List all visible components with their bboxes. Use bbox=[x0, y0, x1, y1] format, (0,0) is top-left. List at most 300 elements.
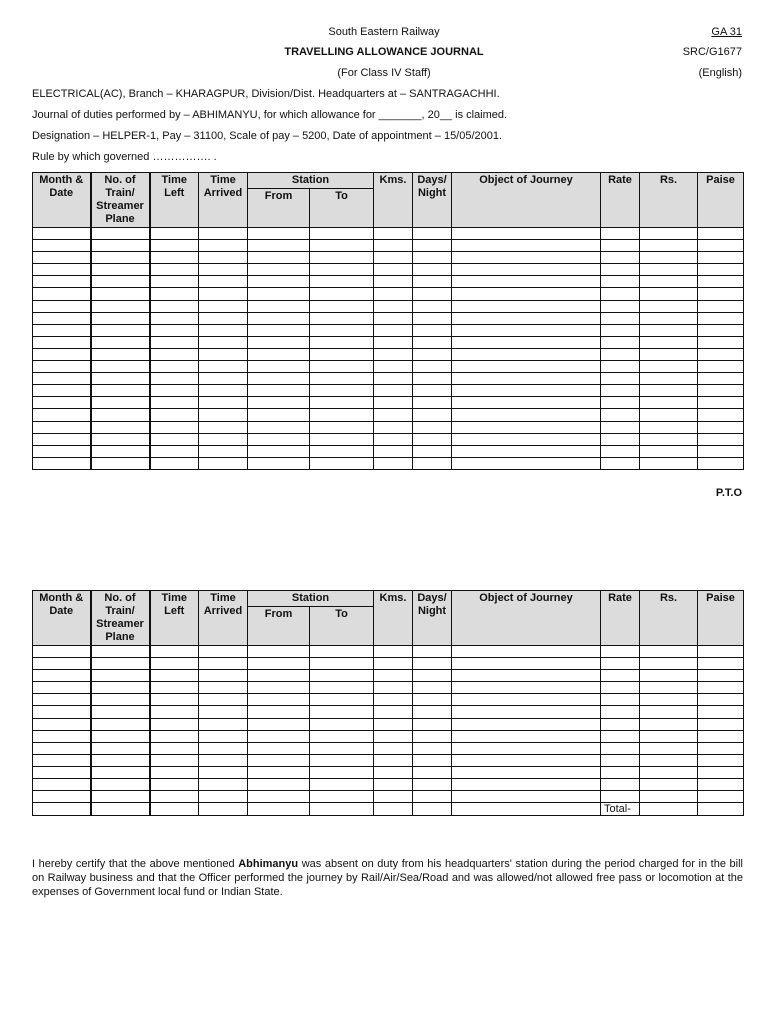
table-cell[interactable] bbox=[640, 694, 698, 706]
table-cell[interactable] bbox=[640, 240, 698, 252]
table-cell[interactable] bbox=[310, 766, 374, 778]
table-cell[interactable] bbox=[452, 385, 601, 397]
table-cell[interactable] bbox=[640, 457, 698, 469]
table-cell[interactable] bbox=[601, 264, 640, 276]
table-cell[interactable] bbox=[91, 791, 150, 803]
table-cell[interactable] bbox=[33, 718, 91, 730]
table-cell[interactable] bbox=[640, 300, 698, 312]
table-cell[interactable] bbox=[248, 457, 310, 469]
table-cell[interactable] bbox=[698, 658, 744, 670]
table-cell[interactable] bbox=[413, 433, 452, 445]
table-cell[interactable] bbox=[413, 397, 452, 409]
table-cell[interactable] bbox=[413, 228, 452, 240]
table-cell[interactable] bbox=[91, 385, 150, 397]
table-cell[interactable] bbox=[150, 373, 199, 385]
table-cell[interactable] bbox=[248, 433, 310, 445]
table-cell[interactable] bbox=[452, 348, 601, 360]
table-cell[interactable] bbox=[248, 276, 310, 288]
table-cell[interactable] bbox=[640, 324, 698, 336]
table-cell[interactable] bbox=[698, 445, 744, 457]
table-cell[interactable] bbox=[91, 670, 150, 682]
table-cell[interactable] bbox=[310, 288, 374, 300]
table-cell[interactable] bbox=[310, 694, 374, 706]
table-cell[interactable] bbox=[248, 706, 310, 718]
table-cell[interactable] bbox=[310, 324, 374, 336]
table-cell[interactable] bbox=[640, 718, 698, 730]
table-cell[interactable] bbox=[413, 336, 452, 348]
table-cell[interactable] bbox=[199, 336, 248, 348]
table-cell[interactable] bbox=[150, 730, 199, 742]
table-cell[interactable] bbox=[33, 433, 91, 445]
table-cell[interactable] bbox=[33, 252, 91, 264]
table-cell[interactable] bbox=[310, 682, 374, 694]
table-cell[interactable] bbox=[199, 300, 248, 312]
table-cell[interactable] bbox=[601, 766, 640, 778]
table-cell[interactable] bbox=[310, 276, 374, 288]
table-cell[interactable] bbox=[33, 791, 91, 803]
table-cell[interactable] bbox=[33, 803, 91, 816]
table-cell[interactable] bbox=[248, 312, 310, 324]
table-cell[interactable] bbox=[310, 228, 374, 240]
table-cell[interactable] bbox=[601, 742, 640, 754]
table-cell[interactable] bbox=[640, 670, 698, 682]
table-cell[interactable] bbox=[310, 779, 374, 791]
table-cell[interactable] bbox=[150, 252, 199, 264]
table-cell[interactable] bbox=[640, 361, 698, 373]
table-cell[interactable] bbox=[374, 803, 413, 816]
table-cell[interactable] bbox=[199, 445, 248, 457]
table-cell[interactable] bbox=[413, 791, 452, 803]
table-cell[interactable] bbox=[413, 445, 452, 457]
table-cell[interactable] bbox=[150, 385, 199, 397]
table-cell[interactable] bbox=[199, 730, 248, 742]
table-cell[interactable] bbox=[698, 766, 744, 778]
table-cell[interactable] bbox=[413, 646, 452, 658]
table-cell[interactable] bbox=[199, 409, 248, 421]
table-cell[interactable] bbox=[698, 397, 744, 409]
table-cell[interactable] bbox=[640, 373, 698, 385]
table-cell[interactable] bbox=[310, 646, 374, 658]
table-cell[interactable] bbox=[310, 336, 374, 348]
table-cell[interactable] bbox=[601, 421, 640, 433]
table-cell[interactable] bbox=[150, 288, 199, 300]
table-cell[interactable] bbox=[248, 670, 310, 682]
table-cell[interactable] bbox=[452, 324, 601, 336]
table-cell[interactable] bbox=[374, 433, 413, 445]
table-cell[interactable] bbox=[199, 276, 248, 288]
table-cell[interactable] bbox=[33, 348, 91, 360]
table-cell[interactable] bbox=[248, 754, 310, 766]
table-cell[interactable] bbox=[698, 240, 744, 252]
table-cell[interactable] bbox=[601, 312, 640, 324]
table-cell[interactable] bbox=[248, 445, 310, 457]
table-cell[interactable] bbox=[452, 682, 601, 694]
table-cell[interactable] bbox=[601, 754, 640, 766]
table-cell[interactable] bbox=[248, 336, 310, 348]
table-cell[interactable] bbox=[374, 324, 413, 336]
table-cell[interactable] bbox=[199, 397, 248, 409]
table-cell[interactable] bbox=[91, 682, 150, 694]
table-cell[interactable] bbox=[33, 300, 91, 312]
table-cell[interactable] bbox=[698, 373, 744, 385]
table-cell[interactable] bbox=[374, 312, 413, 324]
table-cell[interactable] bbox=[33, 779, 91, 791]
table-cell[interactable] bbox=[248, 682, 310, 694]
table-cell[interactable] bbox=[452, 730, 601, 742]
table-cell[interactable] bbox=[91, 694, 150, 706]
table-cell[interactable] bbox=[248, 373, 310, 385]
table-cell[interactable] bbox=[601, 694, 640, 706]
table-cell[interactable] bbox=[150, 694, 199, 706]
table-cell[interactable] bbox=[248, 791, 310, 803]
table-cell[interactable] bbox=[413, 276, 452, 288]
table-cell[interactable] bbox=[91, 646, 150, 658]
table-cell[interactable] bbox=[374, 682, 413, 694]
table-cell[interactable] bbox=[640, 658, 698, 670]
table-cell[interactable] bbox=[199, 264, 248, 276]
table-cell[interactable] bbox=[640, 682, 698, 694]
table-cell[interactable] bbox=[199, 791, 248, 803]
table-cell[interactable] bbox=[150, 706, 199, 718]
table-cell[interactable] bbox=[601, 779, 640, 791]
table-cell[interactable] bbox=[698, 348, 744, 360]
table-cell[interactable] bbox=[640, 421, 698, 433]
table-cell[interactable] bbox=[601, 288, 640, 300]
table-cell[interactable] bbox=[698, 754, 744, 766]
table-cell[interactable] bbox=[698, 324, 744, 336]
table-cell[interactable] bbox=[601, 361, 640, 373]
table-cell[interactable] bbox=[640, 742, 698, 754]
table-cell[interactable] bbox=[310, 348, 374, 360]
table-cell[interactable] bbox=[374, 240, 413, 252]
table-cell[interactable] bbox=[150, 228, 199, 240]
table-cell[interactable] bbox=[199, 324, 248, 336]
table-cell[interactable] bbox=[33, 694, 91, 706]
table-cell[interactable] bbox=[310, 718, 374, 730]
table-cell[interactable] bbox=[640, 730, 698, 742]
table-cell[interactable] bbox=[601, 385, 640, 397]
table-cell[interactable] bbox=[33, 457, 91, 469]
table-cell[interactable] bbox=[248, 779, 310, 791]
table-cell[interactable] bbox=[374, 742, 413, 754]
table-cell[interactable] bbox=[248, 742, 310, 754]
table-cell[interactable] bbox=[452, 445, 601, 457]
table-cell[interactable] bbox=[452, 276, 601, 288]
table-cell[interactable] bbox=[248, 348, 310, 360]
table-cell[interactable] bbox=[452, 718, 601, 730]
table-cell[interactable] bbox=[413, 324, 452, 336]
table-cell[interactable] bbox=[150, 791, 199, 803]
table-cell[interactable] bbox=[374, 670, 413, 682]
table-cell[interactable] bbox=[248, 361, 310, 373]
table-cell[interactable] bbox=[248, 658, 310, 670]
table-cell[interactable] bbox=[310, 791, 374, 803]
table-cell[interactable] bbox=[199, 288, 248, 300]
table-cell[interactable] bbox=[199, 457, 248, 469]
table-cell[interactable] bbox=[374, 730, 413, 742]
table-cell[interactable] bbox=[248, 397, 310, 409]
table-cell[interactable] bbox=[452, 240, 601, 252]
table-cell[interactable] bbox=[452, 694, 601, 706]
table-cell[interactable] bbox=[698, 433, 744, 445]
table-cell[interactable] bbox=[150, 361, 199, 373]
table-cell[interactable] bbox=[91, 312, 150, 324]
table-cell[interactable] bbox=[413, 409, 452, 421]
table-cell[interactable] bbox=[310, 457, 374, 469]
table-cell[interactable] bbox=[601, 682, 640, 694]
table-cell[interactable] bbox=[452, 803, 601, 816]
table-cell[interactable] bbox=[33, 312, 91, 324]
table-cell[interactable] bbox=[199, 658, 248, 670]
table-cell[interactable] bbox=[374, 276, 413, 288]
table-cell[interactable] bbox=[601, 706, 640, 718]
table-cell[interactable] bbox=[150, 336, 199, 348]
table-cell[interactable] bbox=[601, 658, 640, 670]
table-cell[interactable] bbox=[413, 348, 452, 360]
table-cell[interactable] bbox=[601, 670, 640, 682]
table-cell[interactable] bbox=[150, 682, 199, 694]
table-cell[interactable] bbox=[33, 658, 91, 670]
table-cell[interactable] bbox=[698, 706, 744, 718]
table-cell[interactable] bbox=[310, 264, 374, 276]
table-cell[interactable] bbox=[413, 670, 452, 682]
table-cell[interactable] bbox=[452, 766, 601, 778]
table-cell[interactable] bbox=[199, 361, 248, 373]
table-cell[interactable] bbox=[413, 457, 452, 469]
table-cell[interactable] bbox=[150, 324, 199, 336]
table-cell[interactable] bbox=[374, 228, 413, 240]
table-cell[interactable] bbox=[698, 228, 744, 240]
table-cell[interactable] bbox=[601, 718, 640, 730]
table-cell[interactable] bbox=[150, 742, 199, 754]
table-cell[interactable] bbox=[310, 730, 374, 742]
table-cell[interactable] bbox=[413, 312, 452, 324]
table-cell[interactable] bbox=[374, 457, 413, 469]
table-cell[interactable] bbox=[91, 288, 150, 300]
table-cell[interactable] bbox=[698, 264, 744, 276]
table-cell[interactable] bbox=[91, 361, 150, 373]
table-cell[interactable] bbox=[374, 421, 413, 433]
table-cell[interactable] bbox=[310, 742, 374, 754]
table-cell[interactable] bbox=[310, 803, 374, 816]
table-cell[interactable] bbox=[374, 791, 413, 803]
table-cell[interactable] bbox=[413, 264, 452, 276]
table-cell[interactable] bbox=[199, 694, 248, 706]
table-cell[interactable] bbox=[310, 361, 374, 373]
table-cell[interactable] bbox=[413, 766, 452, 778]
table-cell[interactable] bbox=[452, 706, 601, 718]
table-cell[interactable] bbox=[33, 228, 91, 240]
table-cell[interactable] bbox=[199, 348, 248, 360]
table-cell[interactable] bbox=[91, 252, 150, 264]
table-cell[interactable] bbox=[698, 718, 744, 730]
table-cell[interactable] bbox=[452, 433, 601, 445]
table-cell[interactable] bbox=[91, 240, 150, 252]
table-cell[interactable] bbox=[452, 228, 601, 240]
table-cell[interactable] bbox=[310, 240, 374, 252]
table-cell[interactable] bbox=[33, 240, 91, 252]
table-cell[interactable] bbox=[601, 397, 640, 409]
table-cell[interactable] bbox=[248, 694, 310, 706]
table-cell[interactable] bbox=[374, 779, 413, 791]
table-cell[interactable] bbox=[374, 766, 413, 778]
table-cell[interactable] bbox=[452, 754, 601, 766]
table-cell[interactable] bbox=[199, 754, 248, 766]
table-cell[interactable] bbox=[91, 324, 150, 336]
table-cell[interactable] bbox=[248, 766, 310, 778]
table-cell[interactable] bbox=[150, 766, 199, 778]
table-cell[interactable] bbox=[413, 385, 452, 397]
table-cell[interactable] bbox=[413, 300, 452, 312]
table-cell[interactable] bbox=[640, 646, 698, 658]
table-cell[interactable] bbox=[150, 433, 199, 445]
table-cell[interactable] bbox=[199, 421, 248, 433]
table-cell[interactable] bbox=[601, 240, 640, 252]
table-cell[interactable] bbox=[310, 706, 374, 718]
table-cell[interactable] bbox=[698, 742, 744, 754]
table-cell[interactable] bbox=[33, 646, 91, 658]
table-cell[interactable] bbox=[33, 706, 91, 718]
table-cell[interactable] bbox=[601, 791, 640, 803]
table-cell[interactable] bbox=[452, 457, 601, 469]
table-cell[interactable] bbox=[452, 397, 601, 409]
table-cell[interactable] bbox=[374, 361, 413, 373]
table-cell[interactable] bbox=[91, 228, 150, 240]
table-cell[interactable] bbox=[374, 336, 413, 348]
table-cell[interactable] bbox=[248, 252, 310, 264]
table-cell[interactable] bbox=[199, 385, 248, 397]
table-cell[interactable] bbox=[199, 252, 248, 264]
table-cell[interactable] bbox=[91, 718, 150, 730]
table-cell[interactable] bbox=[640, 791, 698, 803]
table-cell[interactable] bbox=[374, 646, 413, 658]
table-cell[interactable] bbox=[199, 433, 248, 445]
table-cell[interactable] bbox=[199, 766, 248, 778]
table-cell[interactable] bbox=[91, 373, 150, 385]
table-cell[interactable] bbox=[640, 766, 698, 778]
table-cell[interactable] bbox=[91, 779, 150, 791]
table-cell[interactable] bbox=[698, 385, 744, 397]
table-cell[interactable] bbox=[640, 754, 698, 766]
table-cell[interactable] bbox=[91, 348, 150, 360]
table-cell[interactable] bbox=[452, 264, 601, 276]
table-cell[interactable] bbox=[640, 779, 698, 791]
table-cell[interactable] bbox=[150, 445, 199, 457]
table-cell[interactable] bbox=[199, 742, 248, 754]
table-cell[interactable] bbox=[33, 742, 91, 754]
table-cell[interactable] bbox=[374, 694, 413, 706]
table-cell[interactable] bbox=[91, 742, 150, 754]
table-cell[interactable] bbox=[33, 397, 91, 409]
table-cell[interactable] bbox=[150, 264, 199, 276]
table-cell[interactable] bbox=[310, 445, 374, 457]
table-cell[interactable] bbox=[150, 409, 199, 421]
table-cell[interactable] bbox=[413, 361, 452, 373]
table-cell[interactable] bbox=[91, 803, 150, 816]
table-cell[interactable] bbox=[199, 718, 248, 730]
table-cell[interactable] bbox=[248, 288, 310, 300]
table-cell[interactable] bbox=[698, 791, 744, 803]
table-cell[interactable] bbox=[640, 397, 698, 409]
table-cell[interactable] bbox=[413, 421, 452, 433]
table-cell[interactable] bbox=[452, 312, 601, 324]
table-cell[interactable] bbox=[248, 718, 310, 730]
table-cell[interactable] bbox=[413, 373, 452, 385]
table-cell[interactable] bbox=[150, 300, 199, 312]
table-cell[interactable] bbox=[310, 385, 374, 397]
table-cell[interactable] bbox=[248, 803, 310, 816]
table-cell[interactable] bbox=[452, 288, 601, 300]
table-cell[interactable] bbox=[33, 324, 91, 336]
table-cell[interactable] bbox=[413, 240, 452, 252]
table-cell[interactable] bbox=[452, 646, 601, 658]
table-cell[interactable] bbox=[452, 252, 601, 264]
table-cell[interactable] bbox=[33, 730, 91, 742]
table-cell[interactable] bbox=[150, 718, 199, 730]
table-cell[interactable] bbox=[310, 670, 374, 682]
table-cell[interactable] bbox=[33, 682, 91, 694]
table-cell[interactable] bbox=[33, 264, 91, 276]
table-cell[interactable] bbox=[199, 646, 248, 658]
table-cell[interactable] bbox=[150, 421, 199, 433]
table-cell[interactable] bbox=[640, 288, 698, 300]
table-cell[interactable] bbox=[91, 409, 150, 421]
table-cell[interactable] bbox=[601, 646, 640, 658]
table-cell[interactable] bbox=[698, 682, 744, 694]
table-cell[interactable] bbox=[601, 409, 640, 421]
table-cell[interactable] bbox=[452, 336, 601, 348]
table-cell[interactable] bbox=[640, 385, 698, 397]
table-cell[interactable] bbox=[413, 682, 452, 694]
table-cell[interactable] bbox=[640, 264, 698, 276]
table-cell[interactable] bbox=[640, 336, 698, 348]
table-cell[interactable] bbox=[91, 264, 150, 276]
table-cell[interactable] bbox=[601, 457, 640, 469]
table-cell[interactable] bbox=[452, 409, 601, 421]
table-cell[interactable] bbox=[374, 445, 413, 457]
table-cell[interactable] bbox=[199, 228, 248, 240]
table-cell[interactable] bbox=[150, 646, 199, 658]
table-cell[interactable] bbox=[698, 409, 744, 421]
table-cell[interactable] bbox=[452, 791, 601, 803]
table-cell[interactable] bbox=[33, 288, 91, 300]
table-cell[interactable] bbox=[413, 742, 452, 754]
table-cell[interactable] bbox=[91, 276, 150, 288]
table-cell[interactable] bbox=[601, 324, 640, 336]
table-cell[interactable] bbox=[413, 288, 452, 300]
table-cell[interactable] bbox=[698, 670, 744, 682]
table-cell[interactable] bbox=[413, 754, 452, 766]
table-cell[interactable] bbox=[33, 421, 91, 433]
table-cell[interactable] bbox=[413, 803, 452, 816]
table-cell[interactable] bbox=[374, 264, 413, 276]
table-cell[interactable] bbox=[33, 766, 91, 778]
table-cell[interactable] bbox=[601, 373, 640, 385]
table-cell[interactable] bbox=[33, 385, 91, 397]
table-cell[interactable] bbox=[452, 421, 601, 433]
table-cell[interactable] bbox=[640, 276, 698, 288]
table-cell[interactable] bbox=[698, 730, 744, 742]
table-cell[interactable] bbox=[374, 385, 413, 397]
table-cell[interactable] bbox=[698, 276, 744, 288]
table-cell[interactable] bbox=[199, 706, 248, 718]
table-cell[interactable] bbox=[150, 276, 199, 288]
table-cell[interactable] bbox=[248, 730, 310, 742]
table-cell[interactable] bbox=[248, 240, 310, 252]
table-cell[interactable] bbox=[248, 300, 310, 312]
table-cell[interactable] bbox=[310, 373, 374, 385]
table-cell[interactable] bbox=[150, 779, 199, 791]
